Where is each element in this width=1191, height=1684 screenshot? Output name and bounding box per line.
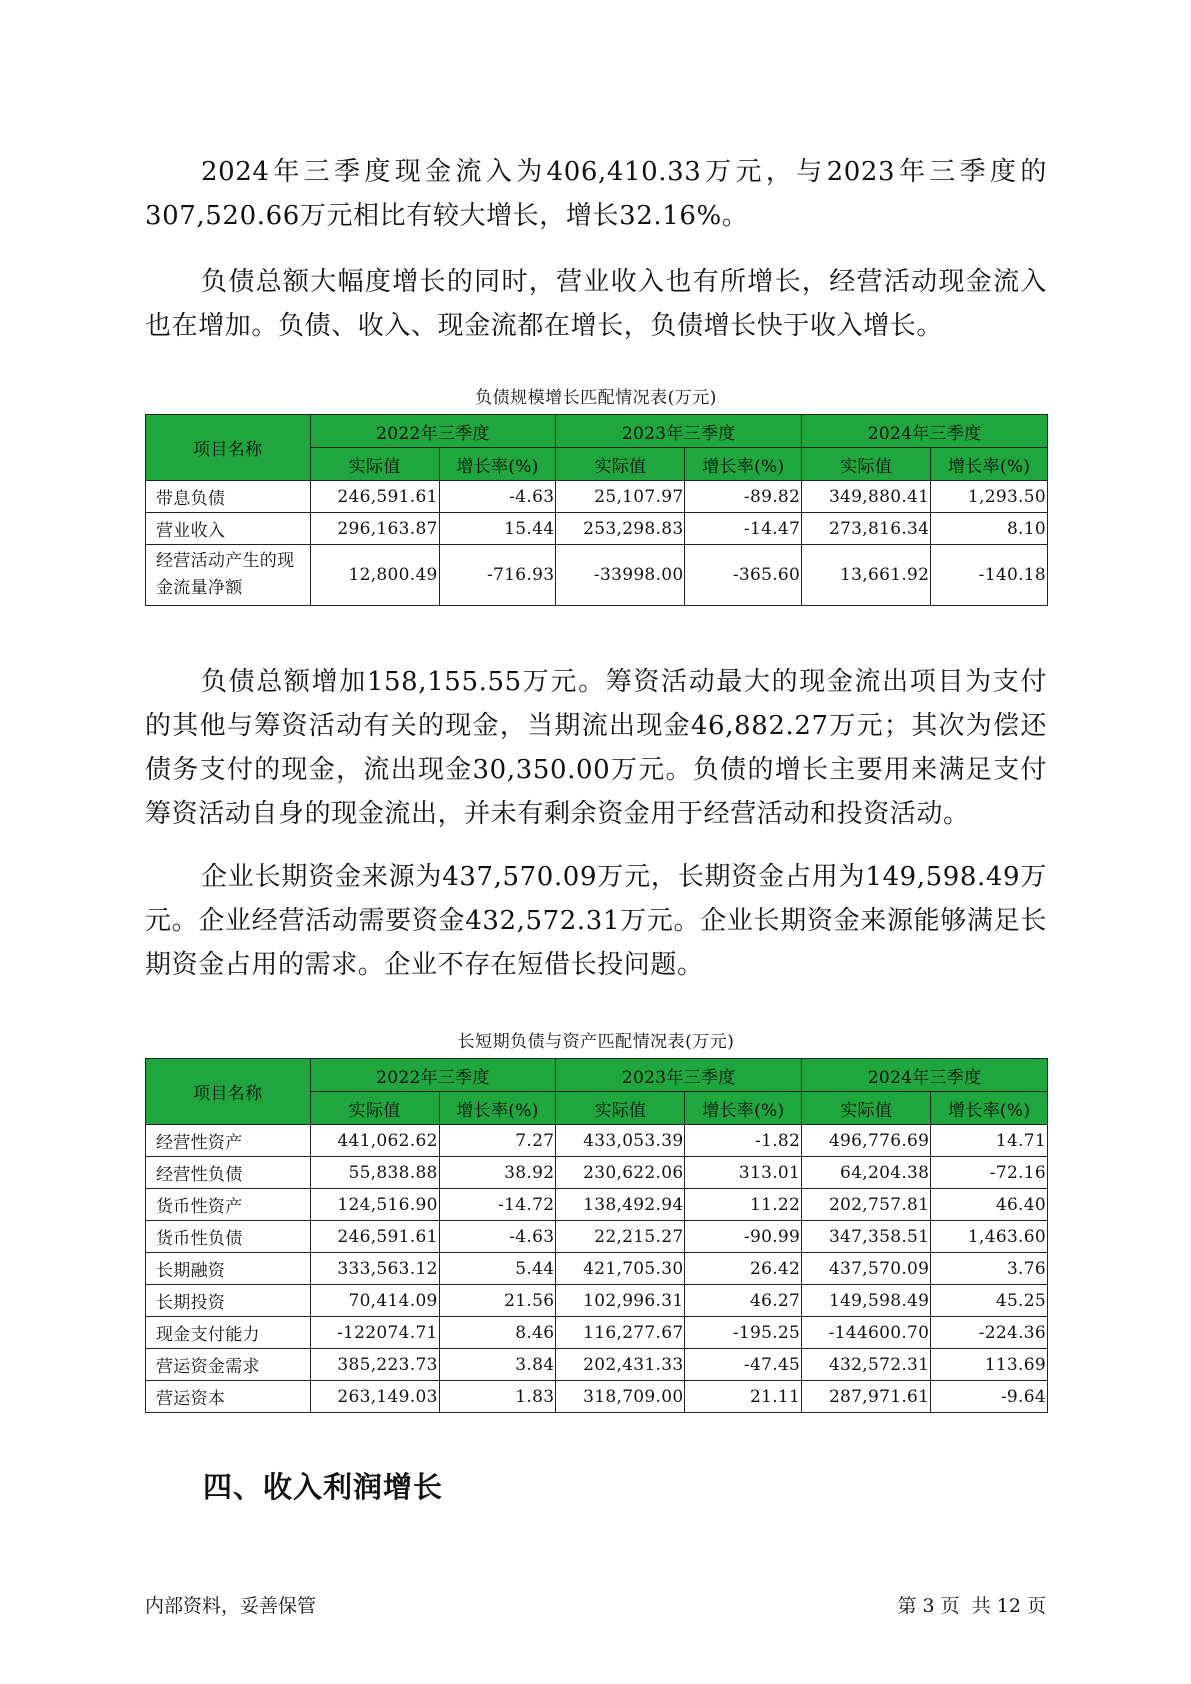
paragraph-financing-outflow: 负债总额增加158,155.55万元。筹资活动最大的现金流出项目为支付的其他与筹资活动有关的现金，当期流出现金46,882.27万元；其次为偿还债务支付的现金，流出现金30,350.00万元。负债的增长主要用来满足支付筹资活动自身的现金流出，并未有剩余资金用于经营活动和投资活动。 <box>145 667 1047 829</box>
row-label: 营运资金需求 <box>146 1349 311 1381</box>
row-label: 带息负债 <box>146 481 311 513</box>
table1-subheader-cell: 增长率(%) <box>931 448 1048 481</box>
table-row <box>146 1253 1048 1285</box>
cell-value: 385,223.73 <box>310 1349 439 1381</box>
section-heading: 四、收入利润增长 <box>203 1470 444 1504</box>
cell-value: 287,971.61 <box>802 1381 931 1413</box>
long-short-term-matching-table <box>145 1058 1048 1413</box>
cell-value: 246,591.61 <box>310 481 439 513</box>
cell-value: -47.45 <box>685 1349 802 1381</box>
cell-value: 46.27 <box>685 1285 802 1317</box>
cell-value: -72.16 <box>931 1157 1048 1189</box>
table2-subheader-cell: 增长率(%) <box>931 1092 1048 1125</box>
cell-value: 13,661.92 <box>802 545 931 606</box>
table2-header-period: 2022年三季度 <box>310 1059 556 1092</box>
table1-header-period: 2024年三季度 <box>802 415 1048 448</box>
table1-header-row <box>146 415 1048 448</box>
cell-value: 1,463.60 <box>931 1221 1048 1253</box>
table-row <box>146 513 1048 545</box>
cell-value: -716.93 <box>439 545 556 606</box>
table1-subheader-cell: 增长率(%) <box>685 448 802 481</box>
table-row <box>146 1349 1048 1381</box>
cell-value: 5.44 <box>439 1253 556 1285</box>
row-label: 营业收入 <box>146 513 311 545</box>
cell-value: 496,776.69 <box>802 1125 931 1157</box>
cell-value: 8.46 <box>439 1317 556 1349</box>
cell-value: 102,996.31 <box>556 1285 685 1317</box>
table2-subheader-cell: 增长率(%) <box>439 1092 556 1125</box>
cell-value: 46.40 <box>931 1189 1048 1221</box>
table2-header-item-name: 项目名称 <box>146 1059 311 1125</box>
cell-value: 12,800.49 <box>310 545 439 606</box>
footer-page-number: 第 3 页 共 12 页 <box>897 1595 1046 1617</box>
cell-value: -140.18 <box>931 545 1048 606</box>
table-row <box>146 1157 1048 1189</box>
cell-value: 202,431.33 <box>556 1349 685 1381</box>
cell-value: 38.92 <box>439 1157 556 1189</box>
cell-value: -90.99 <box>685 1221 802 1253</box>
cell-value: 246,591.61 <box>310 1221 439 1253</box>
table2-caption: 长短期负债与资产匹配情况表(万元) <box>457 1032 735 1052</box>
row-label: 经营活动产生的现金流量净额 <box>146 545 311 606</box>
cell-value: 1,293.50 <box>931 481 1048 513</box>
debt-scale-growth-table <box>145 414 1048 606</box>
cell-value: -122074.71 <box>310 1317 439 1349</box>
table1-subheader-cell: 实际值 <box>310 448 439 481</box>
cell-value: 21.56 <box>439 1285 556 1317</box>
cell-value: 14.71 <box>931 1125 1048 1157</box>
cell-value: 347,358.51 <box>802 1221 931 1253</box>
cell-value: 149,598.49 <box>802 1285 931 1317</box>
cell-value: -224.36 <box>931 1317 1048 1349</box>
row-label: 营运资本 <box>146 1381 311 1413</box>
cell-value: 3.84 <box>439 1349 556 1381</box>
row-label: 经营性负债 <box>146 1157 311 1189</box>
row-label: 货币性负债 <box>146 1221 311 1253</box>
cell-value: 296,163.87 <box>310 513 439 545</box>
table-row <box>146 1125 1048 1157</box>
cell-value: -14.72 <box>439 1189 556 1221</box>
table1-subheader-cell: 实际值 <box>802 448 931 481</box>
table-row <box>146 481 1048 513</box>
cell-value: 113.69 <box>931 1349 1048 1381</box>
cell-value: -195.25 <box>685 1317 802 1349</box>
cell-value: 64,204.38 <box>802 1157 931 1189</box>
paragraph-long-term-funds: 企业长期资金来源为437,570.09万元，长期资金占用为149,598.49万元。企业经营活动需要资金432,572.31万元。企业长期资金来源能够满足长期资金占用的需求。企业不存在短借长投问题。 <box>145 862 1047 980</box>
table-row <box>146 545 1048 606</box>
table2-header-period: 2023年三季度 <box>556 1059 802 1092</box>
paragraph-debt-growth: 负债总额大幅度增长的同时，营业收入也有所增长，经营活动现金流入也在增加。负债、收入、现金流都在增长，负债增长快于收入增长。 <box>145 267 1047 341</box>
cell-value: 55,838.88 <box>310 1157 439 1189</box>
table1-header-period: 2022年三季度 <box>310 415 556 448</box>
cell-value: 22,215.27 <box>556 1221 685 1253</box>
table-row <box>146 1285 1048 1317</box>
table2-subheader-cell: 实际值 <box>310 1092 439 1125</box>
row-label: 长期融资 <box>146 1253 311 1285</box>
cell-value: -4.63 <box>439 1221 556 1253</box>
table-row <box>146 1221 1048 1253</box>
cell-value: 11.22 <box>685 1189 802 1221</box>
cell-value: 273,816.34 <box>802 513 931 545</box>
cell-value: 230,622.06 <box>556 1157 685 1189</box>
cell-value: 26.42 <box>685 1253 802 1285</box>
cell-value: -33998.00 <box>556 545 685 606</box>
cell-value: 1.83 <box>439 1381 556 1413</box>
cell-value: -144600.70 <box>802 1317 931 1349</box>
row-label: 经营性资产 <box>146 1125 311 1157</box>
cell-value: -1.82 <box>685 1125 802 1157</box>
cell-value: 433,053.39 <box>556 1125 685 1157</box>
footer-confidential-note: 内部资料，妥善保管 <box>145 1595 317 1617</box>
row-label: 长期投资 <box>146 1285 311 1317</box>
table2-header-period: 2024年三季度 <box>802 1059 1048 1092</box>
cell-value: 15.44 <box>439 513 556 545</box>
cell-value: 138,492.94 <box>556 1189 685 1221</box>
cell-value: 45.25 <box>931 1285 1048 1317</box>
table1-subheader-cell: 增长率(%) <box>439 448 556 481</box>
cell-value: 441,062.62 <box>310 1125 439 1157</box>
row-label: 现金支付能力 <box>146 1317 311 1349</box>
cell-value: 7.27 <box>439 1125 556 1157</box>
table1-header-period: 2023年三季度 <box>556 415 802 448</box>
table1-caption: 负债规模增长匹配情况表(万元) <box>475 388 717 408</box>
cell-value: -9.64 <box>931 1381 1048 1413</box>
cell-value: 333,563.12 <box>310 1253 439 1285</box>
table1-subheader-cell: 实际值 <box>556 448 685 481</box>
cell-value: -365.60 <box>685 545 802 606</box>
cell-value: 21.11 <box>685 1381 802 1413</box>
cell-value: 421,705.30 <box>556 1253 685 1285</box>
cell-value: 318,709.00 <box>556 1381 685 1413</box>
cell-value: 313.01 <box>685 1157 802 1189</box>
table-row <box>146 1317 1048 1349</box>
table1-header-item-name: 项目名称 <box>146 415 311 481</box>
cell-value: 3.76 <box>931 1253 1048 1285</box>
cell-value: 437,570.09 <box>802 1253 931 1285</box>
table2-subheader-cell: 实际值 <box>802 1092 931 1125</box>
cell-value: -4.63 <box>439 481 556 513</box>
cell-value: -14.47 <box>685 513 802 545</box>
row-label: 货币性资产 <box>146 1189 311 1221</box>
cell-value: 8.10 <box>931 513 1048 545</box>
cell-value: 432,572.31 <box>802 1349 931 1381</box>
table-row <box>146 1189 1048 1221</box>
cell-value: 263,149.03 <box>310 1381 439 1413</box>
paragraph-cash-inflow: 2024年三季度现金流入为406,410.33万元，与2023年三季度的307,520.66万元相比有较大增长，增长32.16%。 <box>145 157 1047 231</box>
cell-value: 124,516.90 <box>310 1189 439 1221</box>
cell-value: 116,277.67 <box>556 1317 685 1349</box>
cell-value: -89.82 <box>685 481 802 513</box>
cell-value: 253,298.83 <box>556 513 685 545</box>
table2-subheader-cell: 实际值 <box>556 1092 685 1125</box>
cell-value: 202,757.81 <box>802 1189 931 1221</box>
table2-header-row <box>146 1059 1048 1092</box>
table-row <box>146 1381 1048 1413</box>
table2-subheader-cell: 增长率(%) <box>685 1092 802 1125</box>
cell-value: 70,414.09 <box>310 1285 439 1317</box>
cell-value: 25,107.97 <box>556 481 685 513</box>
cell-value: 349,880.41 <box>802 481 931 513</box>
